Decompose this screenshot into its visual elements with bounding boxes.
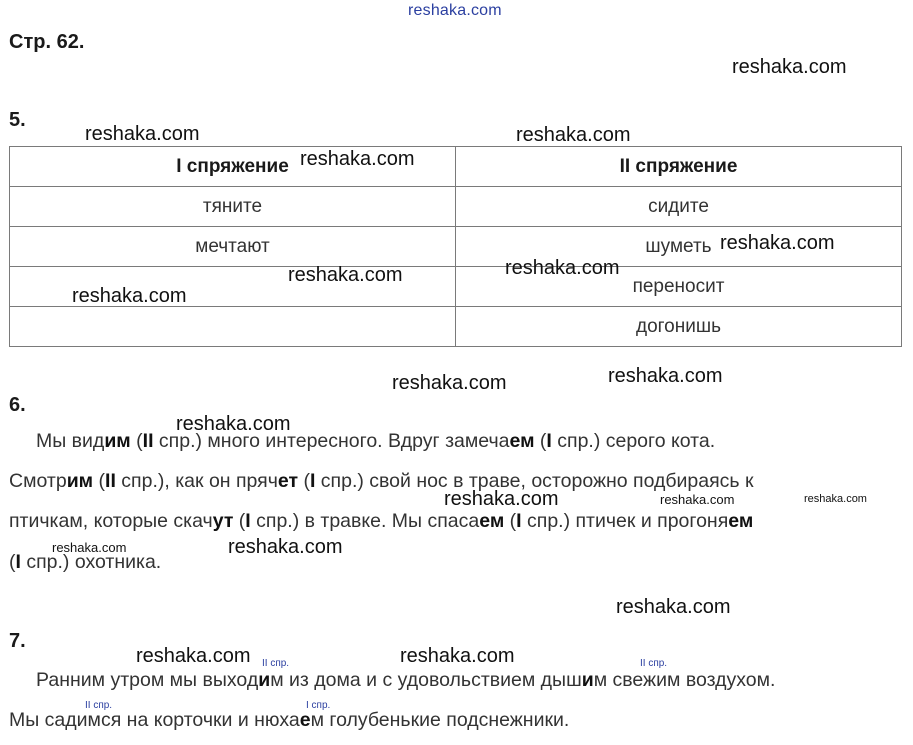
watermark: reshaka.com [720, 232, 835, 254]
table-row [10, 187, 902, 227]
text-segment: спр.) птичек и прогоня [521, 510, 729, 532]
table-header-row [10, 147, 902, 187]
text-segment: Смотр [9, 470, 67, 492]
verb-ending: и [581, 669, 594, 691]
watermark: reshaka.com [660, 492, 735, 507]
text-segment: спр.) охотника. [20, 551, 162, 573]
text-segment: м голубенькие подснежники. [310, 709, 570, 731]
verb-ending: ем [728, 510, 754, 532]
watermark: reshaka.com [804, 493, 867, 505]
task6-line [9, 510, 753, 533]
table-header-cell: I спряжение [10, 147, 456, 187]
task6-line [9, 470, 754, 493]
watermark: reshaka.com [288, 264, 403, 286]
watermark: reshaka.com [608, 365, 723, 387]
table-cell: шуметь [456, 227, 902, 267]
text-segment: ( [534, 430, 547, 452]
table-cell: тяните [10, 187, 456, 227]
verb-ending: I [15, 551, 21, 573]
table-cell [10, 307, 456, 347]
watermark: reshaka.com [228, 536, 343, 558]
watermark: reshaka.com [52, 540, 127, 555]
watermark: reshaka.com [300, 148, 415, 170]
text-segment: Мы вид [36, 430, 105, 452]
task6-line [36, 430, 715, 453]
watermark: reshaka.com [732, 56, 847, 78]
text-segment: спр.) в травке. Мы спаса [250, 510, 480, 532]
verb-ending: II [142, 430, 154, 452]
text-segment: м свежим воздухом. [593, 669, 776, 691]
watermark: reshaka.com [392, 372, 507, 394]
conjugation-note: I спр. [306, 700, 331, 711]
verb-ending: ем [509, 430, 535, 452]
verb-ending: ет [277, 470, 299, 492]
watermark-top: reshaka.com [408, 2, 502, 19]
verb-ending: I [245, 510, 251, 532]
text-segment: ( [130, 430, 143, 452]
task5-number: 5. [9, 109, 26, 131]
task6-number: 6. [9, 394, 26, 416]
text-segment: Ранним утром мы выход [36, 669, 259, 691]
table-row [10, 307, 902, 347]
verb-ending: I [546, 430, 552, 452]
table-cell: мечтают [10, 227, 456, 267]
page-label: Стр. 62. [9, 31, 85, 53]
text-segment: спр.), как он пряч [115, 470, 278, 492]
task7-line [9, 709, 569, 732]
conjugation-note: II спр. [262, 658, 290, 669]
text-segment: ( [93, 470, 106, 492]
text-segment: ( [504, 510, 517, 532]
watermark: reshaka.com [136, 645, 251, 667]
watermark: reshaka.com [72, 285, 187, 307]
watermark: reshaka.com [444, 488, 559, 510]
verb-ending: е [299, 709, 311, 731]
watermark: reshaka.com [516, 124, 631, 146]
text-segment: м из дома и с удовольствием дыш [270, 669, 582, 691]
watermark: reshaka.com [176, 413, 291, 435]
table-cell: переносит [456, 267, 902, 307]
verb-ending: II [105, 470, 116, 492]
watermark: reshaka.com [616, 596, 731, 618]
verb-ending: им [66, 470, 94, 492]
verb-ending: ем [479, 510, 505, 532]
task7-line [36, 669, 775, 692]
watermark: reshaka.com [400, 645, 515, 667]
text-segment: Мы садимся на корточки и нюха [9, 709, 300, 731]
text-segment: птичкам, которые скач [9, 510, 213, 532]
table-header-cell: II спряжение [456, 147, 902, 187]
text-segment: ( [9, 551, 16, 573]
verb-ending: им [104, 430, 131, 452]
text-segment: спр.) серого кота. [551, 430, 716, 452]
table-cell: догонишь [456, 307, 902, 347]
table-cell: сидите [456, 187, 902, 227]
conjugation-note: II спр. [85, 700, 113, 711]
conjugation-note: II спр. [640, 658, 668, 669]
verb-ending: I [309, 470, 316, 492]
verb-ending: ут [212, 510, 234, 532]
text-segment: спр.) много интересного. Вдруг замеча [153, 430, 510, 452]
text-segment: ( [298, 470, 310, 492]
text-segment: спр.) свой нос в траве, осторожно подбираясь к [315, 470, 754, 492]
verb-ending: и [258, 669, 271, 691]
watermark: reshaka.com [505, 257, 620, 279]
verb-ending: I [516, 510, 522, 532]
watermark: reshaka.com [85, 123, 200, 145]
text-segment: ( [233, 510, 246, 532]
task7-number: 7. [9, 630, 26, 652]
